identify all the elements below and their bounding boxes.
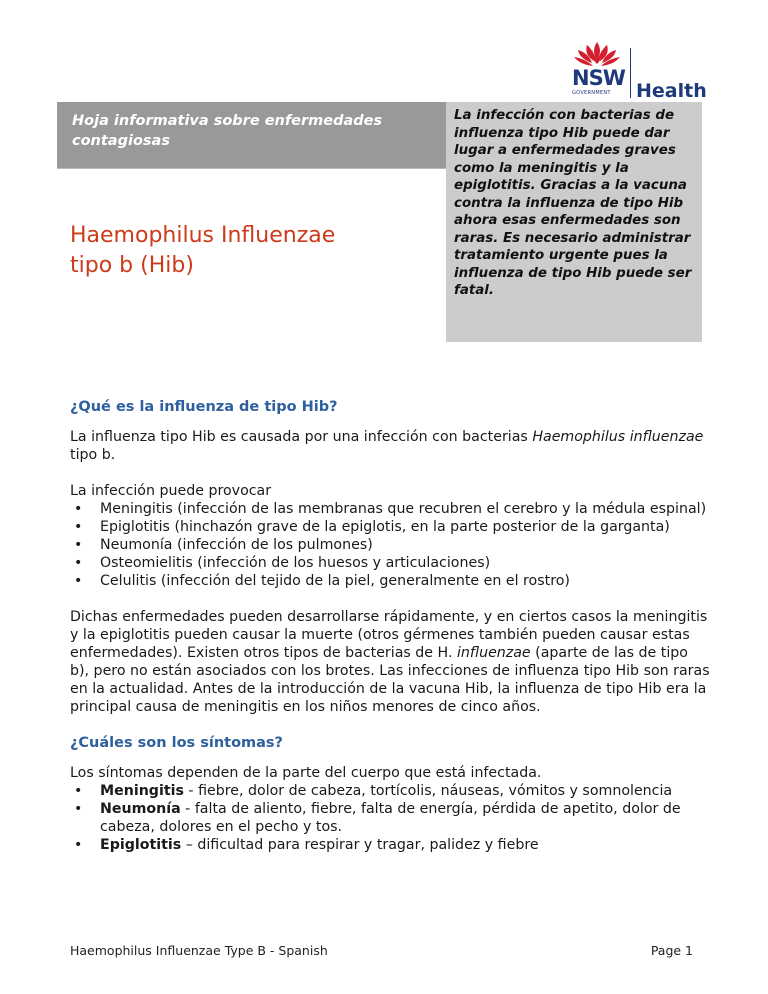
footer-document-name: Haemophilus Influenzae Type B - Spanish <box>70 943 328 958</box>
title-line-2: tipo b (Hib) <box>70 253 194 278</box>
main-content <box>70 398 710 854</box>
banner-label: Hoja informativa sobre enfermedades contagiosas <box>72 113 383 149</box>
details-species-italic: influenzae <box>456 645 531 661</box>
symptom-term: Meningitis <box>100 783 184 799</box>
section-heading-symptoms: ¿Cuáles son los síntomas? <box>70 735 283 751</box>
list-item-text: Neumonía (infección de los pulmones) <box>100 537 373 553</box>
bullet-icon: • <box>74 555 83 571</box>
list-item <box>70 518 710 536</box>
bullet-icon: • <box>74 573 83 589</box>
logo-nsw-text: NSW <box>572 66 625 90</box>
list-item <box>70 800 710 836</box>
list-item <box>70 554 710 572</box>
list-item <box>70 572 710 590</box>
title-line-1: Haemophilus Influenzae <box>70 223 336 248</box>
intro-species-italic: Haemophilus influenzae <box>532 429 704 445</box>
symptom-description: fiebre, dolor de cabeza, tortícolis, náuseas, vómitos y somnolencia <box>198 783 673 799</box>
symptom-description: falta de aliento, fiebre, falta de energía, pérdida de apetito, dolor de cabeza, dolores en el pecho y tos. <box>100 801 681 835</box>
list-item-text: Epiglotitis (hinchazón grave de la epiglotis, en la parte posterior de la garganta) <box>100 519 670 535</box>
symptoms-intro: Los síntomas dependen de la parte del cuerpo que está infectada. <box>70 765 542 781</box>
summary-box <box>446 102 702 342</box>
intro-text-end: tipo b. <box>70 447 116 463</box>
details-paragraph <box>70 608 710 716</box>
logo-government-text: GOVERNMENT <box>572 90 611 96</box>
separator: – <box>181 837 198 853</box>
details-text: Dichas enfermedades pueden desarrollarse rápidamente, y en ciertos casos la meningitis y la epiglotitis pueden causar la muerte (otros gérmenes también pueden causar estas enfermedades). Existen otros tipos de bacterias de H. <box>70 609 708 661</box>
bullet-icon: • <box>74 537 83 553</box>
list-item <box>70 500 710 518</box>
footer-page-number: Page 1 <box>650 943 693 958</box>
list-item-text: Celulitis (infección del tejido de la piel, generalmente en el rostro) <box>100 573 570 589</box>
intro-paragraph <box>70 428 710 464</box>
separator: - <box>183 783 199 799</box>
list-item <box>70 782 710 800</box>
bullet-icon: • <box>74 837 83 853</box>
symptoms-list <box>70 782 710 854</box>
list-intro: La infección puede provocar <box>70 483 272 499</box>
list-item-text: Meningitis (infección de las membranas que recubren el cerebro y la médula espinal) <box>100 501 707 517</box>
bullet-icon: • <box>74 519 83 535</box>
separator: - <box>180 801 195 817</box>
bullet-icon: • <box>74 501 83 517</box>
section-heading-what-is-hib: ¿Qué es la influenza de tipo Hib? <box>70 399 338 415</box>
fact-sheet-banner <box>57 102 446 169</box>
details-text-end: (aparte de las de tipo b), pero no están asociados con los brotes. Las infecciones de influenza tipo Hib son raras en la actualidad. Antes de la introducción de la vacuna Hib, la influenza de tipo Hib era la principal causa de meningitis en los niños menores de cinco años. <box>70 645 710 715</box>
logo-divider <box>630 48 631 98</box>
symptom-description: dificultad para respirar y tragar, palidez y fiebre <box>197 837 539 853</box>
bullet-icon: • <box>74 801 83 817</box>
symptom-term: Neumonía <box>100 801 181 817</box>
logo-health-text: Health <box>636 80 707 102</box>
intro-text: La influenza tipo Hib es causada por una infección con bacterias <box>70 429 533 445</box>
list-item-text: Osteomielitis (infección de los huesos y articulaciones) <box>100 555 491 571</box>
symptom-term: Epiglotitis <box>100 837 182 853</box>
waratah-flower-icon <box>572 40 622 68</box>
page-title <box>70 221 430 281</box>
bullet-icon: • <box>74 783 83 799</box>
list-item <box>70 536 710 554</box>
list-item <box>70 836 710 854</box>
summary-text: La infección con bacterias de influenza tipo Hib puede dar lugar a enfermedades graves como la meningitis y la epiglotitis. Gracias a la vacuna contra la influenza de tipo Hib ahora esas enfermedades son raras. Es necesario administrar tratamiento urgente pues la influenza de tipo Hib puede ser fatal. <box>454 108 692 298</box>
infection-list <box>70 500 710 590</box>
